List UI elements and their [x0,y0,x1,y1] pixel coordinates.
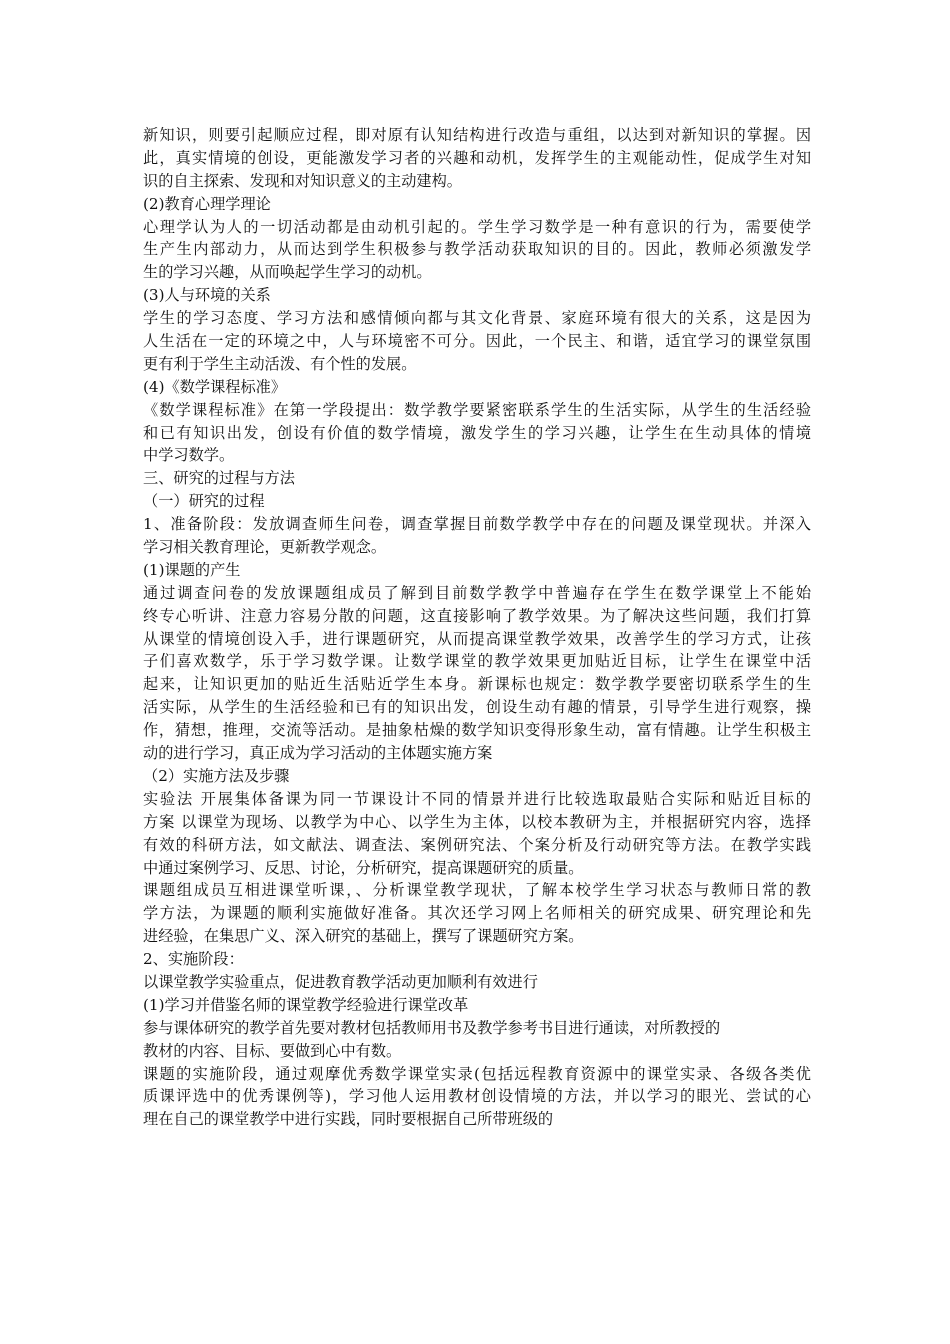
text-line: 更有利于学生主动活泼、有个性的发展。 [143,354,417,373]
text-line: 新知识，则要引起顺应过程，即对原有认知结构进行改造与重组，以达到对新知识的掌握。因 [143,126,811,144]
text-line: 作，猜想，推理，交流等活动。是抽象枯燥的数学知识变得形象生动，富有情趣。让学生积极主 [143,721,811,740]
text-line: 实验法 开展集体备课为同一节课设计不同的情景并进行比较选取最贴合实际和贴近目标的 [143,789,811,808]
text-line: （一）研究的过程 [143,492,265,511]
text-line: 中通过案例学习、反思、讨论，分析研究，提高课题研究的质量。 [143,858,584,877]
text-line: 理在自己的课堂教学中进行实践，同时要根据自己所带班级的 [143,1110,554,1129]
document-body [143,124,811,1131]
text-line: 人生活在一定的环境之中，人与环境密不可分。因此，一个民主、和谐，适宜学习的课堂氛围 [143,332,811,351]
text-line: 课题的实施阶段，通过观摩优秀数学课堂实录(包括远程教育资源中的课堂实录、各级各类优 [143,1064,811,1083]
text-line: 动的进行学习，真正成为学习活动的主体题实施方案 [143,744,493,763]
text-line: 三、研究的过程与方法 [143,469,295,488]
text-line: 课题组成员互相进课堂听课，、分析课堂教学现状，了解本校学生学习状态与教师日常的教 [143,881,811,900]
text-line: 中学习数学。 [143,446,235,465]
text-line: 起来，让知识更加的贴近生活贴近学生本身。新课标也规定：数学教学要密切联系学生的生 [143,675,811,694]
text-line: 学方法，为课题的顺利实施做好准备。其次还学习网上名师相关的研究成果、研究理论和先 [143,904,811,923]
text-line: 参与课体研究的教学首先要对教材包括教师用书及教学参考书目进行通读，对所教授的 [143,1018,721,1037]
text-line: 质课评选中的优秀课例等)，学习他人运用教材创设情境的方法，并以学习的眼光、尝试的心 [143,1087,811,1106]
text-line: （2）实施方法及步骤 [143,766,290,785]
text-line: 通过调查问卷的发放课题组成员了解到目前数学教学中普遍存在学生在数学课堂上不能始 [143,583,811,602]
text-line: 从课堂的情境创设入手，进行课题研究，从而提高课堂教学效果，改善学生的学习方式，让孩 [143,629,811,648]
text-line: 1、准备阶段：发放调查师生问卷，调查掌握目前数学教学中存在的问题及课堂现状。并深入 [143,515,811,534]
text-line: 2、实施阶段： [143,950,244,969]
text-line: 教材的内容、目标、要做到心中有数。 [143,1041,402,1060]
text-line: 生产生内部动力，从而达到学生积极参与教学活动获取知识的目的。因此，教师必须激发学 [143,240,811,259]
text-line: 识的自主探索、发现和对知识意义的主动建构。 [143,171,462,190]
text-line: 学生的学习态度、学习方法和感情倾向都与其文化背景、家庭环境有很大的关系，这是因为 [143,309,811,328]
text-line: 有效的科研方法，如文献法、调查法、案例研究法、个案分析及行动研究等方法。在教学实践 [143,835,811,854]
text-line: 和已有知识出发，创设有价值的数学情境，激发学生的学习兴趣，让学生在生动具体的情境 [143,423,811,442]
text-line: 活实际，从学生的生活经验和已有的知识出发，创设生动有趣的情景，引导学生进行观察，操 [143,698,811,717]
text-line: (2)教育心理学理论 [143,194,271,213]
text-line: 进经验，在集思广义、深入研究的基础上，撰写了课题研究方案。 [143,927,584,946]
text-line: 生的学习兴趣，从而唤起学生学习的动机。 [143,263,432,282]
text-line: 《数学课程标准》在第一学段提出：数学教学要紧密联系学生的生活实际，从学生的生活经验 [143,400,811,419]
text-line: 心理学认为人的一切活动都是由动机引起的。学生学习数学是一种有意识的行为，需要使学 [143,217,811,236]
text-line: (1)课题的产生 [143,560,241,579]
text-line: 终专心听讲、注意力容易分散的问题，这直接影响了教学效果。为了解决这些问题，我们打算 [143,606,811,625]
text-line: 子们喜欢数学，乐于学习数学课。让数学课堂的教学效果更加贴近目标，让学生在课堂中活 [143,652,811,671]
text-line: 方案 以课堂为现场、以教学为中心、以学生为主体，以校本教研为主，并根据研究内容，选择 [143,812,811,831]
text-line: 以课堂教学实验重点，促进教育教学活动更加顺利有效进行 [143,972,538,991]
text-line: 学习相关教育理论，更新教学观念。 [143,538,386,557]
text-line: 此，真实情境的创设，更能激发学习者的兴趣和动机，发挥学生的主观能动性，促成学生对知 [143,148,811,167]
text-line: (1)学习并借鉴名师的课堂教学经验进行课堂改革 [143,995,469,1014]
text-line: (3)人与环境的关系 [143,286,271,305]
text-line: (4)《数学课程标准》 [143,377,287,396]
